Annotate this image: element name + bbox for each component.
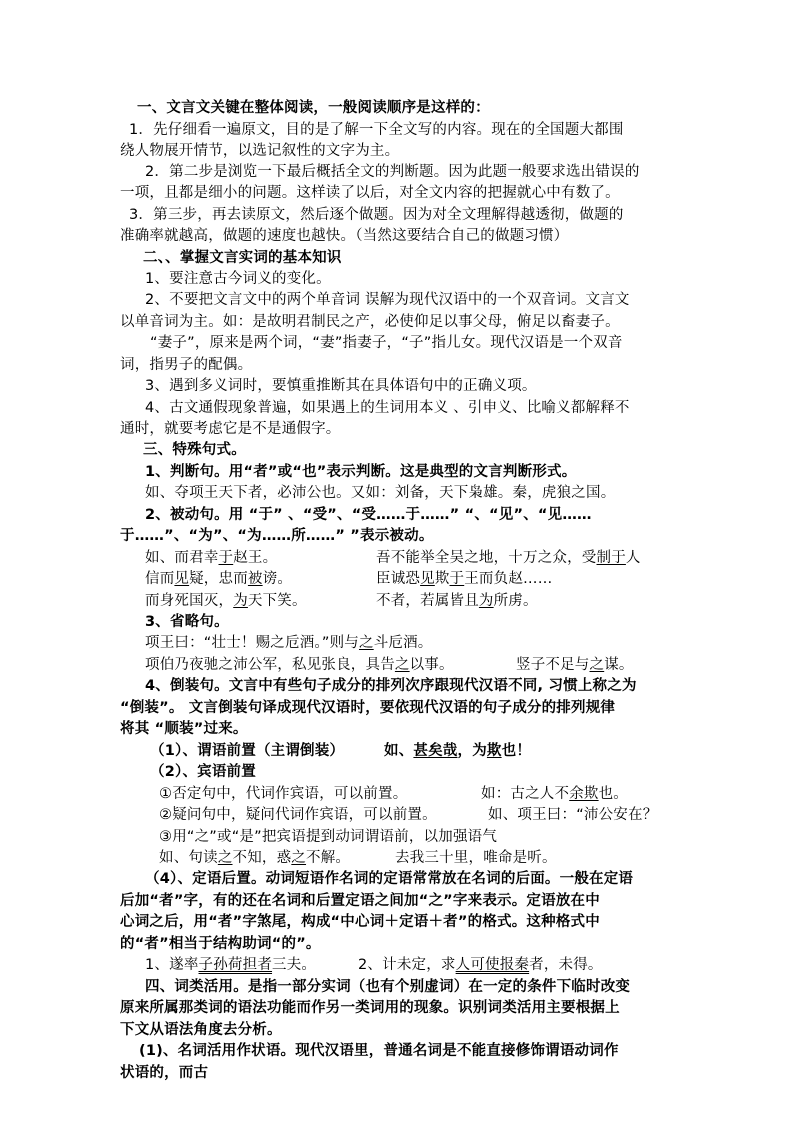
- section-2-title: 二、、掌握文言实词的基本知识: [143, 250, 342, 266]
- inversion-line2: “倒装”。 文言倒装句译成现代汉语时，要依现代汉语的句子成分的排列规律: [120, 700, 616, 716]
- noun-adverbial-line2: 状语的，而古: [120, 1065, 209, 1081]
- attributive-line2: 后加“者”字，有的还在名词和后置定语之间加“之”字来表示。定语放在中: [120, 893, 600, 909]
- section-4-title-line3: 下文从语法角度去分析。: [120, 1022, 282, 1038]
- sec1-p1-line2: 绕人物展开情节，以选记叙性的文字为主。: [120, 143, 400, 159]
- attributive-line3: 心词之后，用“者”字煞尾，构成“中心词＋定语＋者”的格式。这种格式中: [120, 914, 600, 930]
- sec1-p2-line1: 2．第二步是浏览一下最后概括全文的判断题。因为此题一般要求选出错误的: [145, 164, 640, 180]
- passive-example-left-2: 信而见疑，忠而被谤。: [145, 571, 293, 587]
- ellipsis-title: 3、省略句。: [145, 614, 229, 630]
- attributive-example-1: 1、遂率子孙荷担者三夫。: [145, 957, 317, 973]
- ellipsis-example-1: 项王曰：“壮士！赐之卮酒。”则与之斗卮酒。: [145, 635, 433, 651]
- predicate-front-example: 如、甚矣哉，为欺也！: [384, 743, 532, 759]
- sec2-item4-line2: 通时，就要考虑它是不是通假字。: [120, 421, 341, 437]
- judgment-title: 1、判断句。用“者”或“也”表示判断。这是典型的文言判断形式。: [145, 464, 577, 480]
- passive-example-left-1: 如、而君幸于赵王。: [145, 550, 278, 566]
- section-3-title: 三、特殊句式。: [143, 442, 246, 458]
- sec2-item2-line1: 2、不要把文言文中的两个单音词 误解为现代汉语中的一个双音词。文言文: [145, 292, 630, 308]
- sec2-item1: 1、要注意古今词义的变化。: [145, 271, 331, 287]
- sec1-p1-line1: 1．先仔细看一遍原文，目的是了解一下全文写的内容。现在的全国题大都围: [129, 122, 624, 138]
- object-front-rule-1: ①否定句中，代词作宾语，可以前置。: [159, 786, 408, 802]
- sec1-p3-line1: 3．第三步，再去读原文，然后逐个做题。因为对全文理解得越透彻，做题的: [129, 207, 624, 223]
- sec1-p3-line2: 准确率就越高，做题的速度也越快。（当然这要结合自己的做题习惯）: [120, 228, 569, 244]
- passive-line2: 于……”、“为”、“为……所……” ”表示被动。: [120, 528, 434, 544]
- sec1-p2-line2: 一项，且都是细小的问题。这样读了以后，对全文内容的把握就心中有数了。: [120, 185, 620, 201]
- object-front-rule-2: ②疑问句中，疑问代词作宾语，可以前置。: [159, 807, 437, 823]
- object-front-example-3b: 去我三十里，唯命是听。: [395, 850, 557, 866]
- sec2-item2-line2: 以单音词为主。如：是故明君制民之产，必使仰足以事父母，俯足以畜妻子。: [120, 314, 620, 330]
- sec2-item2-line4: 词，指男子的配偶。: [120, 357, 253, 373]
- object-front-example-1: 如：古之人不余欺也。: [481, 786, 629, 802]
- passive-line1: 2、被动句。用 “于” 、“受”、“受……于……” “、“见”、“见……: [145, 507, 592, 523]
- predicate-front-title: （1）、谓语前置（主谓倒装）: [150, 743, 345, 759]
- object-front-example-2: 如、项王曰：“沛公安在？: [488, 807, 658, 823]
- passive-example-right-1: 吾不能举全吴之地，十万之众，受制于人: [376, 550, 641, 566]
- attributive-example-2: 2、计未定，求人可使报秦者，未得。: [358, 957, 603, 973]
- ellipsis-example-3: 竖子不足与之谋。: [516, 657, 634, 673]
- section-1-title: 一、文言文关键在整体阅读，一般阅读顺序是这样的：: [137, 100, 490, 116]
- object-front-rule-3: ③用“之”或“是”把宾语提到动词谓语前，以加强语气: [159, 829, 498, 845]
- section-4-title-line1: 四、词类活用。是指一部分实词（也有个别虚词）在一定的条件下临时改变: [145, 979, 631, 995]
- attributive-line1: （4）、定语后置。动词短语作名词的定语常常放在名词的后面。一般在定语: [145, 871, 634, 887]
- passive-example-right-3: 不者，若属皆且为所虏。: [376, 593, 538, 609]
- judgment-example: 如、夺项王天下者，必沛公也。又如：刘备，天下枭雄。秦，虎狼之国。: [145, 485, 616, 501]
- inversion-line3: 将其 “顺装”过来。: [120, 721, 248, 737]
- attributive-line4: 的“者”相当于结构助词“的”。: [120, 936, 321, 952]
- passive-example-right-2: 臣诚恐见欺于王而负赵……: [376, 571, 553, 587]
- sec2-item2-line3: “妻子”，原来是两个词，“妻”指妻子，“子”指儿女。现代汉语是一个双音: [150, 335, 623, 351]
- sec2-item3: 3、遇到多义词时，要慎重推断其在具体语句中的正确义项。: [145, 378, 537, 394]
- object-front-title: （2）、宾语前置: [150, 764, 256, 780]
- passive-example-left-3: 而身死国灭，为天下笑。: [145, 593, 307, 609]
- object-front-example-3a: 如、句读之不知，惑之不解。: [159, 850, 351, 866]
- noun-adverbial-line1: (1)、名词活用作状语。现代汉语里，普通名词是不能直接修饰谓语动词作: [139, 1043, 619, 1059]
- section-4-title-line2: 原来所属那类词的语法功能而作另一类词用的现象。识别词类活用主要根据上: [120, 1000, 620, 1016]
- sec2-item4-line1: 4、古文通假现象普遍，如果遇上的生词用本义 、引申义、比喻义都解释不: [145, 400, 630, 416]
- inversion-line1: 4、倒装句。文言中有些句子成分的排列次序跟现代汉语不同, 习惯上称之为: [145, 678, 637, 694]
- ellipsis-example-2: 项伯乃夜驰之沛公军，私见张良，具告之以事。: [145, 657, 454, 673]
